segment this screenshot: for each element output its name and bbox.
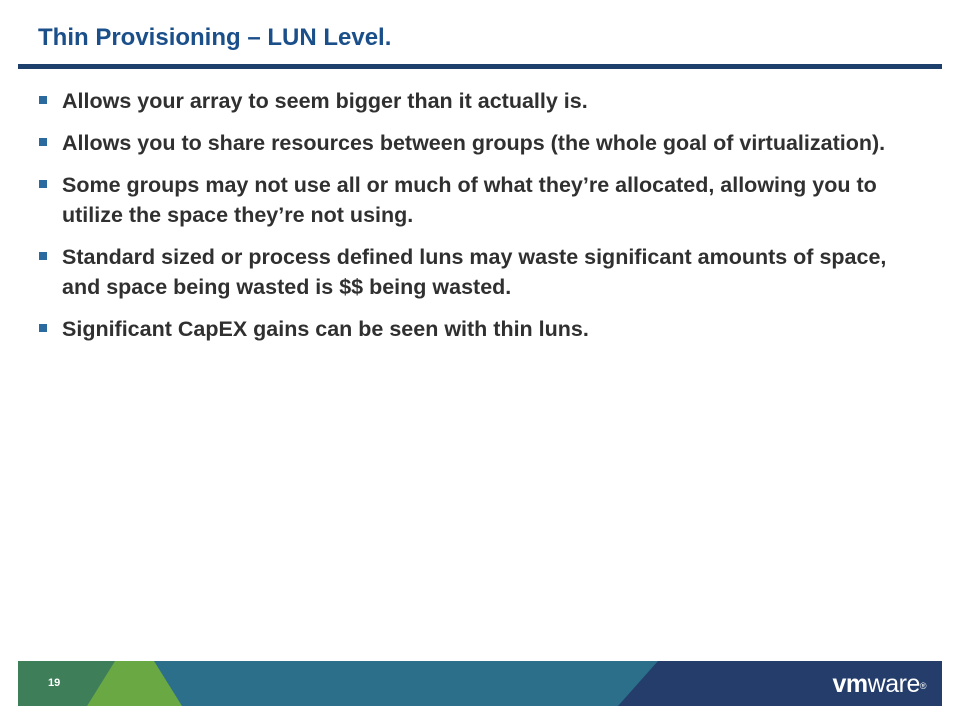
slide-title: Thin Provisioning – LUN Level. bbox=[38, 24, 392, 51]
bullet-text: Significant CapEX gains can be seen with thin luns. bbox=[62, 317, 589, 341]
square-bullet-icon bbox=[39, 252, 47, 260]
bullet-item bbox=[0, 128, 960, 158]
bullet-text: Standard sized or process defined luns may waste significant amounts of space, and space being wasted is $$ being wasted. bbox=[62, 245, 887, 299]
bullet-text: Some groups may not use all or much of what they’re allocated, allowing you to utilize the space they’re not using. bbox=[62, 173, 877, 227]
square-bullet-icon bbox=[39, 138, 47, 146]
bullet-item bbox=[0, 170, 960, 230]
bullet-item bbox=[0, 314, 960, 344]
square-bullet-icon bbox=[39, 324, 47, 332]
bullet-item bbox=[0, 86, 960, 116]
bullet-text: Allows your array to seem bigger than it actually is. bbox=[62, 89, 588, 113]
registered-mark-icon: ® bbox=[919, 681, 926, 691]
bullet-text: Allows you to share resources between groups (the whole goal of virtualization). bbox=[62, 131, 886, 155]
logo-vm-text: vm bbox=[832, 670, 868, 698]
square-bullet-icon bbox=[39, 180, 47, 188]
logo-ware-text: ware bbox=[867, 670, 920, 698]
title-divider bbox=[18, 64, 942, 69]
bullet-item bbox=[0, 242, 960, 302]
footer-bar bbox=[18, 661, 942, 706]
bullet-list bbox=[0, 86, 960, 356]
footer-band-graphic bbox=[18, 661, 942, 706]
square-bullet-icon bbox=[39, 96, 47, 104]
page-number: 19 bbox=[48, 677, 61, 689]
vmware-logo bbox=[833, 669, 926, 699]
